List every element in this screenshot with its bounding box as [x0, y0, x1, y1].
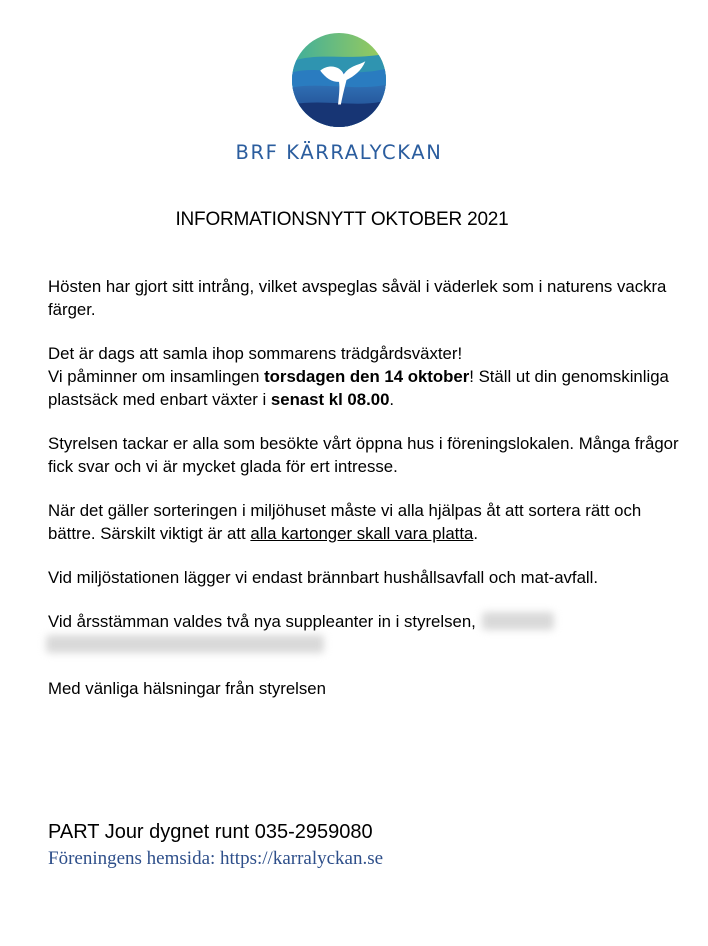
paragraph-waste-station: Vid miljöstationen lägger vi endast brännbart hushållsavfall och mat-avfall. [48, 568, 599, 587]
reminder-end: . [389, 390, 395, 409]
reminder-text-cont: ! Ställ ut din genomskinliga plastsäck med enbart växter i [48, 367, 669, 409]
garden-intro: Det är dags att samla ihop sommarens trädgårdsväxter! [48, 344, 463, 363]
brand-name: BRF KÄRRALYCKAN [235, 141, 443, 164]
collection-date: torsdagen den 14 oktober [264, 367, 470, 386]
emergency-phone: PART Jour dygnet runt 035-2959080 [48, 821, 373, 843]
redacted-names [46, 635, 324, 653]
closing-greeting: Med vänliga hälsningar från styrelsen [48, 679, 326, 698]
board-members-text: Vid årsstämman valdes två nya suppleanter in i styrelsen, [48, 612, 476, 631]
cardboard-flat-link[interactable]: alla kartonger skall vara platta [250, 524, 474, 543]
website-link[interactable]: Föreningens hemsida: https://karralyckan.se [48, 848, 384, 869]
sorting-text: När det gäller sorteringen i miljöhuset måste vi alla hjälpas åt att sortera rätt och bättre. Särskilt viktigt är att [48, 501, 642, 543]
paragraph-autumn: Hösten har gjort sitt intrång, vilket avspeglas såväl i väderlek som i naturens vackra färger. [48, 277, 667, 319]
paragraph-garden-collection [48, 342, 688, 411]
collection-time: senast kl 08.00 [270, 390, 390, 409]
sorting-end: . [473, 524, 478, 543]
page-title: INFORMATIONSNYTT OKTOBER 2021 [175, 209, 509, 230]
redacted-name [482, 612, 554, 630]
paragraph-sorting [48, 499, 688, 545]
reminder-text: Vi påminner om insamlingen [48, 367, 265, 386]
paragraph-open-house: Styrelsen tackar er alla som besökte vårt öppna hus i föreningslokalen. Många frågor fick svar och vi är mycket glada för ert intresse. [48, 434, 679, 476]
letter-body [48, 275, 688, 721]
paragraph-board-members [48, 610, 688, 656]
bird-landscape-logo-icon [292, 33, 386, 127]
